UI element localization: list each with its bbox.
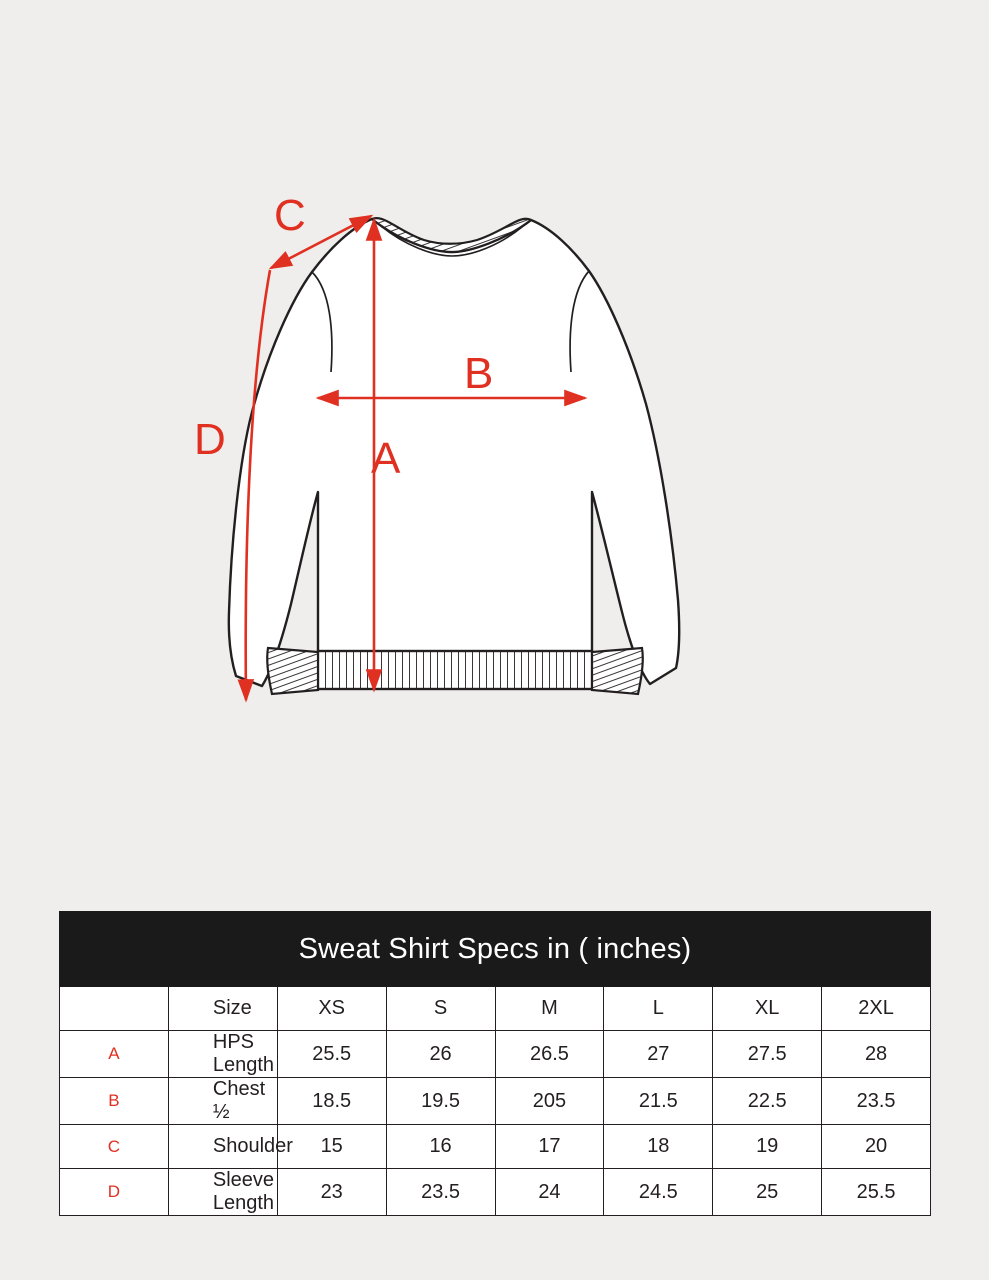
cell-d-xl: 25 (713, 1169, 822, 1216)
row-name-chest-half: Chest ½ (168, 1078, 277, 1125)
cell-d-s: 23.5 (386, 1169, 495, 1216)
row-key-d: D (60, 1169, 169, 1216)
cell-a-xl: 27.5 (713, 1031, 822, 1078)
cell-b-2xl: 23.5 (822, 1078, 931, 1125)
header-size-l: L (604, 987, 713, 1031)
cell-c-s: 16 (386, 1125, 495, 1169)
cell-c-l: 18 (604, 1125, 713, 1169)
row-name-hps-length: HPS Length (168, 1031, 277, 1078)
cell-d-xs: 23 (277, 1169, 386, 1216)
cell-a-s: 26 (386, 1031, 495, 1078)
cell-b-s: 19.5 (386, 1078, 495, 1125)
table-title-row (60, 912, 931, 987)
cell-b-l: 21.5 (604, 1078, 713, 1125)
header-size-xs: XS (277, 987, 386, 1031)
cell-a-2xl: 28 (822, 1031, 931, 1078)
cell-b-xs: 18.5 (277, 1078, 386, 1125)
cell-c-xl: 19 (713, 1125, 822, 1169)
table-row (60, 1031, 931, 1078)
table-row (60, 1125, 931, 1169)
header-size-s: S (386, 987, 495, 1031)
table-row (60, 1169, 931, 1216)
cell-c-2xl: 20 (822, 1125, 931, 1169)
row-key-a: A (60, 1031, 169, 1078)
row-name-shoulder: Shoulder (168, 1125, 277, 1169)
cell-d-2xl: 25.5 (822, 1169, 931, 1216)
cell-a-l: 27 (604, 1031, 713, 1078)
header-size-label: Size (168, 987, 277, 1031)
cell-c-xs: 15 (277, 1125, 386, 1169)
table-row (60, 1078, 931, 1125)
row-key-c: C (60, 1125, 169, 1169)
table-title: Sweat Shirt Specs in ( inches) (60, 912, 931, 987)
cell-c-m: 17 (495, 1125, 604, 1169)
measure-label-d: D (194, 415, 226, 464)
header-size-2xl: 2XL (822, 987, 931, 1031)
waist-ribbing (318, 651, 592, 689)
cell-b-xl: 22.5 (713, 1078, 822, 1125)
header-key-cell (60, 987, 169, 1031)
cell-a-xs: 25.5 (277, 1031, 386, 1078)
measure-label-c: C (274, 191, 306, 240)
header-size-m: M (495, 987, 604, 1031)
row-name-sleeve-length: Sleeve Length (168, 1169, 277, 1216)
spec-table (59, 911, 931, 1216)
row-key-b: B (60, 1078, 169, 1125)
measure-label-a: A (371, 434, 401, 483)
measure-label-b: B (464, 349, 494, 398)
garment-outline (229, 219, 680, 686)
cell-d-l: 24.5 (604, 1169, 713, 1216)
cell-b-m: 205 (495, 1078, 604, 1125)
cell-a-m: 26.5 (495, 1031, 604, 1078)
header-size-xl: XL (713, 987, 822, 1031)
table-header-row (60, 987, 931, 1031)
cell-d-m: 24 (495, 1169, 604, 1216)
